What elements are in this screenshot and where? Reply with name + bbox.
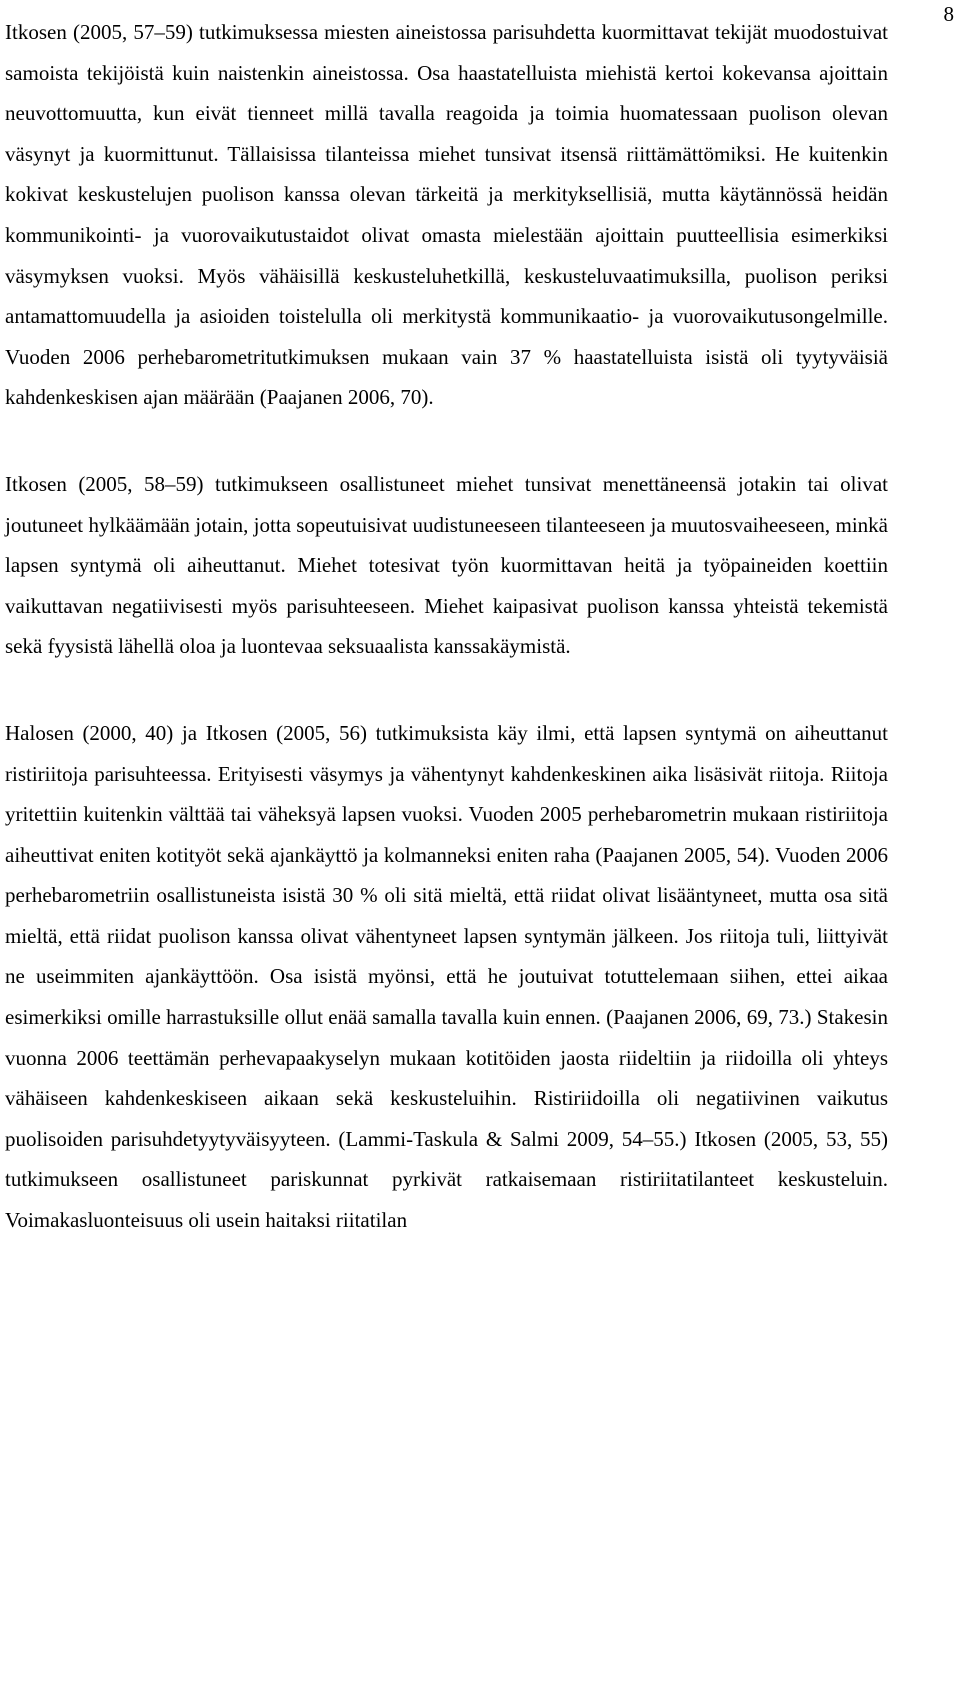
paragraph-1: Itkosen (2005, 57–59) tutkimuksessa miesten aineistossa parisuhdetta kuormittavat tekijät muodostuivat samoista tekijöistä kuin naistenkin aineistossa. Osa haastatelluista miehistä kertoi kokevansa ajoittain neuvottomuutta, kun eivät tienneet millä tavalla reagoida ja toimia huomatessaan puolison olevan väsynyt ja kuormittunut. Tällaisissa tilanteissa miehet tunsivat itsensä riittämättömiksi. He kuitenkin kokivat keskustelujen puolison kanssa olevan tärkeitä ja merkityksellisiä, mutta käytännössä heidän kommunikointi- ja vuorovaikutustaidot olivat omasta mielestään ajoittain puutteellisia esimerkiksi väsymyksen vuoksi. Myös vähäisillä keskusteluhetkillä, keskusteluvaatimuksilla, puolison periksi antamattomuudella ja asioiden toistelulla oli merkitystä kommunikaatio- ja vuorovaikutusongelmille. Vuoden 2006 perhebarometritutkimuksen mukaan vain 37 % haastatelluista isistä oli tyytyväisiä kahdenkeskisen ajan määrään (Paajanen 2006, 70).	[5, 20, 888, 410]
paragraph-spacer	[5, 667, 888, 713]
paragraph-2: Itkosen (2005, 58–59) tutkimukseen osallistuneet miehet tunsivat menettäneensä jotakin tai olivat joutuneet hylkäämään jotain, jotta sopeutuisivat uudistuneeseen tilanteeseen ja muutosvaiheeseen, minkä lapsen syntymä oli aiheuttanut. Miehet totesivat työn kuormittavan heitä ja työpaineiden koettiin vaikuttavan negatiivisesti myös parisuhteeseen. Miehet kaipasivat puolison kanssa yhteistä tekemistä sekä fyysistä lähellä oloa ja luontevaa seksuaalista kanssakäymistä.	[5, 471, 888, 659]
document-body	[5, 12, 888, 1241]
paragraph-spacer	[5, 418, 888, 464]
page-number: 8	[943, 2, 954, 26]
paragraph-3: Halosen (2000, 40) ja Itkosen (2005, 56) tutkimuksista käy ilmi, että lapsen syntymä on aiheuttanut ristiriitoja parisuhteessa. Erityisesti väsymys ja vähentynyt kahdenkeskinen aika lisäsivät riitoja. Riitoja yritettiin kuitenkin välttää tai väheksyä lapsen vuoksi. Vuoden 2005 perhebarometrin mukaan ristiriitoja aiheuttivat eniten kotityöt sekä ajankäyttö ja kolmanneksi eniten raha (Paajanen 2005, 54). Vuoden 2006 perhebarometriin osallistuneista isistä 30 % oli sitä mieltä, että riidat olivat lisääntyneet, mutta osa sitä mieltä, että riidat puolison kanssa olivat vähentyneet lapsen syntymän jälkeen. Jos riitoja tuli, liittyivät ne useimmiten ajankäyttöön. Osa isistä myönsi, että he joutuivat totuttelemaan siihen, ettei aikaa esimerkiksi omille harrastuksille ollut enää samalla tavalla kuin ennen. (Paajanen 2006, 69, 73.) Stakesin vuonna 2006 teettämän perhevapaakyselyn mukaan kotitöiden jaosta riideltiin ja riidoilla oli yhteys vähäiseen kahdenkeskiseen aikaan sekä keskusteluihin. Ristiriidoilla oli negatiivinen vaikutus puolisoiden parisuhdetyytyväisyyteen. (Lammi-Taskula & Salmi 2009, 54–55.) Itkosen (2005, 53, 55) tutkimukseen osallistuneet pariskunnat pyrkivät ratkaisemaan ristiriitatilanteet keskusteluin. Voimakasluonteisuus oli usein haitaksi riitatilan	[5, 720, 888, 1233]
